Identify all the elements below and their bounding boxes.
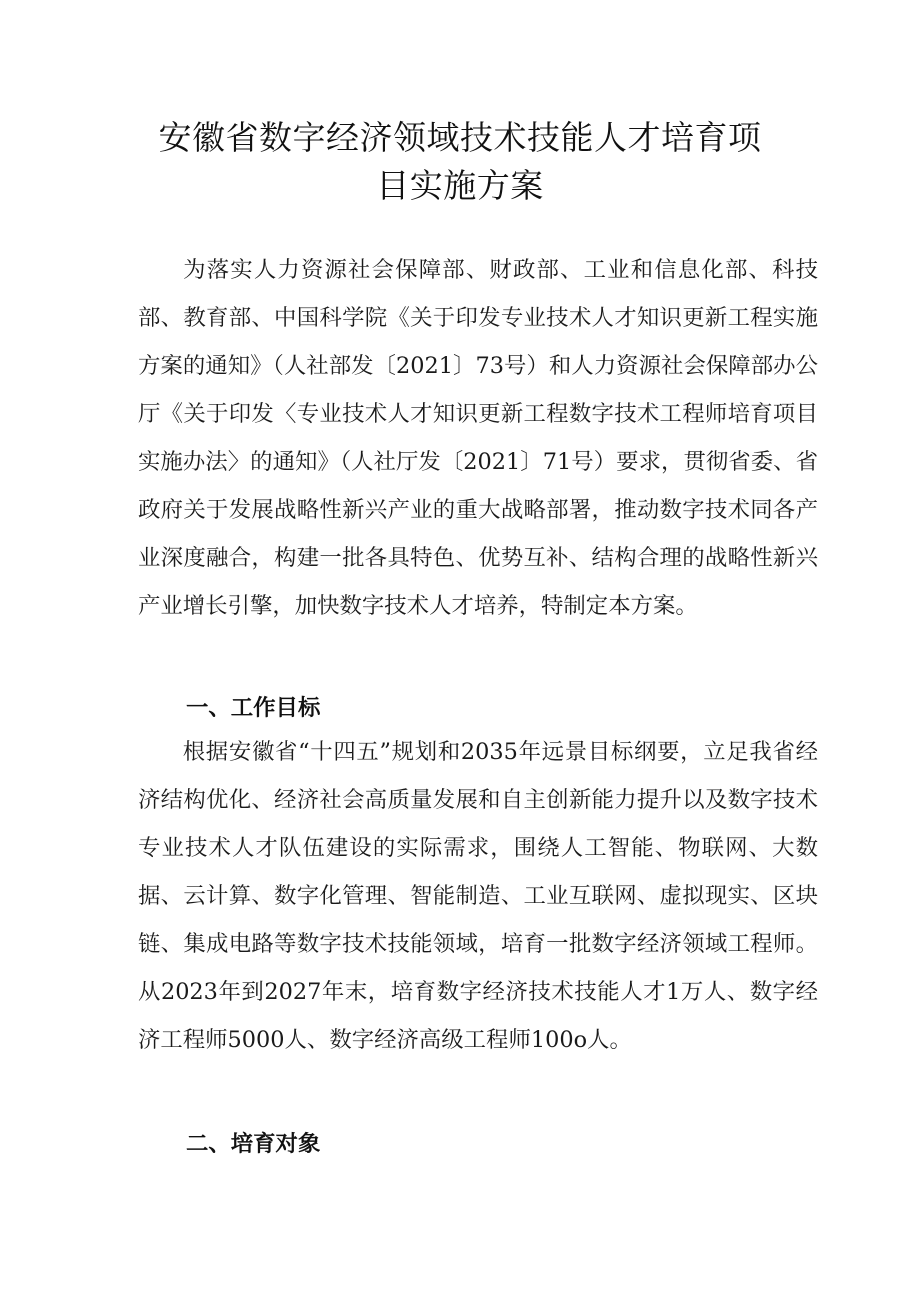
document-title-line-1: 安徽省数字经济领域技术技能人才培育项 [158,118,762,157]
section-heading-work-goals: 一、工作目标 [186,695,321,721]
intro-paragraph [138,246,818,630]
document-title-line-2: 目实施方案 [376,166,544,205]
work-goals-paragraph-text: 根据安徽省“十四五”规划和2035年远景目标纲要，立足我省经济结构优化、经济社会高质量发展和自主创新能力提升以及数字技术专业技术人才队伍建设的实际需求，围绕人工智能、物联网、大数据、云计算、数字化管理、智能制造、工业互联网、虚拟现实、区块链、集成电路等数字技术技能领域，培育一批数字经济领域工程师。从2023年到2027年末，培育数字经济技术技能人才1万人、数字经济工程师5000人、数字经济高级工程师100o人。 [138,739,818,1053]
intro-paragraph-text: 为落实人力资源社会保障部、财政部、工业和信息化部、科技部、教育部、中国科学院《关于印发专业技术人才知识更新工程实施方案的通知》（人社部发〔2021〕73号）和人力资源社会保障部办公厅《关于印发〈专业技术人才知识更新工程数字技术工程师培育项目实施办法〉的通知》（人社厅发〔2021〕71号）要求，贯彻省委、省政府关于发展战略性新兴产业的重大战略部署，推动数字技术同各产业深度融合，构建一批各具特色、优势互补、结构合理的战略性新兴产业增长引擎，加快数字技术人才培养，特制定本方案。 [138,257,818,619]
work-goals-paragraph [138,728,818,1064]
section-heading-training-targets: 二、培育对象 [186,1131,321,1157]
